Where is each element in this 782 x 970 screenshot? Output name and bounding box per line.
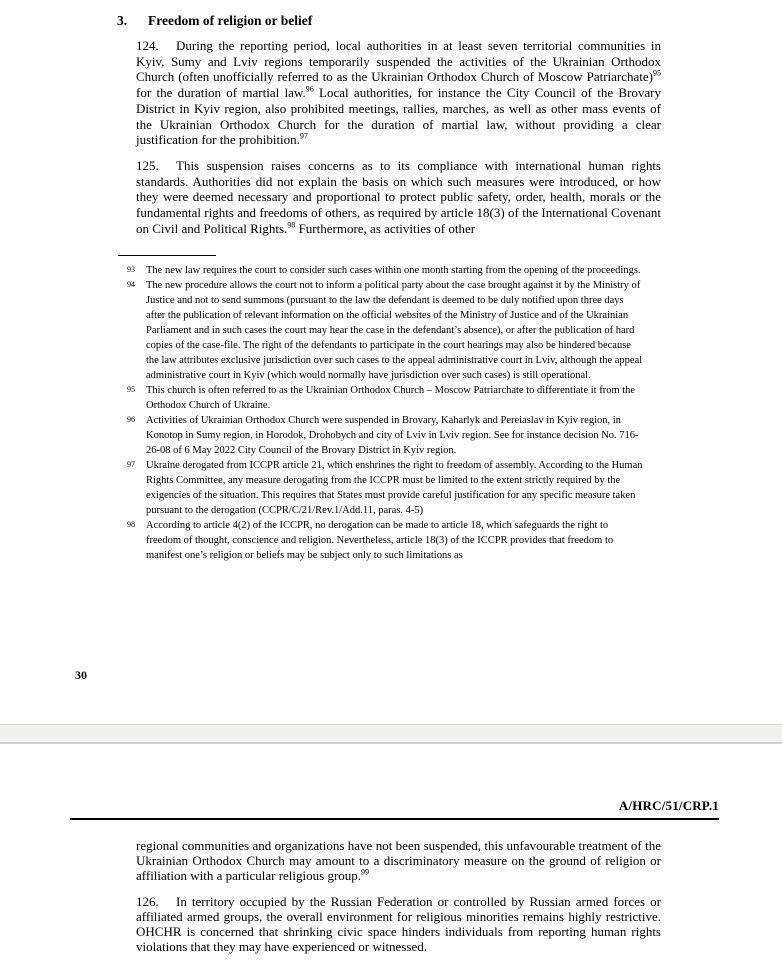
paragraph-text: for the duration of martial law.	[136, 85, 306, 101]
footnote-text: The new law requires the court to consider such cases within one month starting from the opening of the proceedings.	[146, 265, 641, 276]
footnote-number: 98	[127, 520, 135, 529]
footnote-number: 95	[127, 385, 135, 394]
footnotes-list	[118, 263, 645, 563]
footnote-ref: 97	[299, 131, 308, 141]
footnote-text: Ukraine derogated from ICCPR article 21, which enshrines the right to freedom of assembly. According to the Human Rights Committee, any measure derogating from the ICCPR must be limited to the extent strictly required by the exigencies of the situation. This requires that States must provide careful justification for any specific measure taken pursuant to the derogation (CCPR/C/21/Rev.1/Add.11, paras. 4-5)	[146, 460, 643, 516]
footnote-number: 96	[127, 415, 135, 424]
footnote-item	[118, 413, 645, 458]
paragraph	[136, 838, 661, 884]
footnote-ref: 96	[305, 84, 314, 94]
footnote-item	[118, 458, 645, 518]
footnote-item	[118, 263, 645, 278]
footnote-ref: 98	[287, 220, 296, 230]
body-paragraphs-page-31	[136, 838, 661, 954]
footnote-text: The new procedure allows the court not to inform a political party about the case brought against it by the Ministry of Justice and not to send summons (pursuant to the law the defendant is deemed to be duly notified upon three days after the publication of relevant information on the official websites of the Ministry of Justice and of the Ukrainian Parliament and in such cases the court may hear the case in the defendant’s absence), or after the publication of hard copies of the case-file. The right of the defendants to participate in the court hearings may also be hindered because the law attributes exclusive jurisdiction over such cases to the appeal administrative court in Lviv, although the appeal administrative court in Kyiv (which would normally have jurisdiction over such cases) is still operational.	[146, 280, 643, 381]
paragraph-text: Local authorities, for instance the City Council of the Brovary District in Kyiv region, also prohibited meetings, rallies, marches, as well as other mass events of the Ukrainian Orthodox Church for the duration of martial law, without providing a clear justification for the prohibition.	[136, 85, 661, 148]
header-rule	[70, 818, 719, 820]
paragraph-number: 125.	[136, 157, 159, 173]
section-heading	[117, 13, 312, 29]
page-number: 30	[75, 668, 87, 682]
section-number: 3.	[117, 13, 128, 28]
paragraph	[136, 894, 661, 955]
footnote-number: 93	[127, 265, 135, 274]
paragraph-number: 126.	[136, 893, 159, 909]
paragraph-text: In territory occupied by the Russian Federation or controlled by Russian armed forces or affiliated armed groups, the overall environment for religious minorities remains highly restrictive. OHCHR is concerned that shrinking civic space hinders individuals from reporting human rights violations that they may have experienced or witnessed.	[136, 893, 661, 955]
paragraph-text: regional communities and organizations have not been suspended, this unfavourable treatment of the Ukrainian Orthodox Church may amount to a discriminatory measure on the ground of religion or affiliation with a particular religious group.	[136, 838, 661, 884]
page-break-separator	[0, 724, 782, 744]
footnote-item	[118, 518, 645, 563]
footnote-separator-rule	[118, 255, 216, 256]
footnote-number: 94	[127, 280, 135, 289]
footnote-ref: 95	[653, 69, 661, 79]
paragraph	[136, 158, 661, 237]
body-paragraphs-page-30	[136, 38, 661, 236]
paragraph-text: During the reporting period, local authorities in at least seven territorial communities in Kyiv, Sumy and Lviv regions temporarily suspended the activities of the Ukrainian Orthodox Church (often unofficially referred to as the Ukrainian Orthodox Church of Moscow Patriarchate)	[136, 38, 661, 85]
footnote-text: This church is often referred to as the Ukrainian Orthodox Church – Moscow Patriarchate to differentiate it from the Orthodox Church of Ukraine.	[146, 385, 636, 411]
paragraph-number: 124.	[136, 38, 159, 53]
footnote-item	[118, 278, 645, 383]
footnote-text: According to article 4(2) of the ICCPR, no derogation can be made to article 18, which safeguards the right to freedom of thought, conscience and religion. Nevertheless, article 18(3) of the ICCPR provides that freedom to manifest one’s religion or beliefs may be subject only to such limitations as	[146, 520, 614, 561]
footnote-number: 97	[127, 460, 135, 469]
footnote-ref: 99	[361, 868, 370, 878]
paragraph-text: Furthermore, as activities of other	[295, 220, 476, 236]
document-page-31	[0, 744, 782, 970]
footnote-item	[118, 383, 645, 413]
paragraph	[136, 38, 661, 148]
paragraph-text: This suspension raises concerns as to its compliance with international human rights standards. Authorities did not explain the basis on which such measures were introduced, or how they were deemed necessary and proportional to protect public safety, order, health, morals or the fundamental rights and freedoms of others, as required by article 18(3) of the International Covenant on Civil and Political Rights.	[136, 157, 661, 236]
section-title: Freedom of religion or belief	[148, 13, 313, 28]
document-symbol: A/HRC/51/CRP.1	[618, 798, 719, 813]
footnote-text: Activities of Ukrainian Orthodox Church were suspended in Brovary, Kaharlyk and Pereiaslav in Kyiv region, in Konotop in Sumy region, in Horodok, Drohobych and city of Lviv in Lviv region. See for instance decision No. 716-26-08 of 6 May 2022 City Council of the Brovary District in Kyiv region.	[146, 415, 639, 456]
